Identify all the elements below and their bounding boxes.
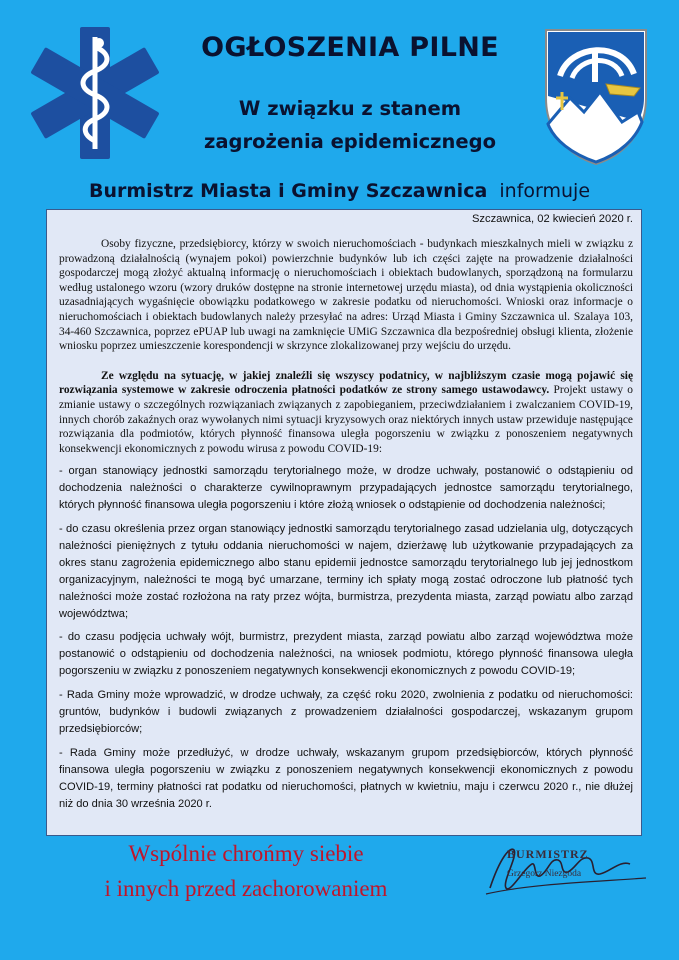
- szczawnica-coat-of-arms: [542, 26, 650, 168]
- list-item: - Rada Gminy może wprowadzić, w drodze uchwały, za część roku 2020, zwolnienia z podatku od nieruchomości: gruntów, budynków i budowli związanych z prowadzeniem działalności gospodarczej, wskazanym grupom przedsiębiorców;: [59, 689, 633, 735]
- paragraph-property-info: Osoby fizyczne, przedsiębiorcy, którzy w swoich nieruchomościach - budynkach mieszkalnych mieli w związku z prowadzoną działalnością (wynajem pokoi) powierzchnie budynków lub ich części zajęte na prowadzenie działalności gospodarczej mogą złożyć aktualną informację o nieruchomościach i obiektach budowlanych, sporządzoną na formularzu według ustalonego wzoru (wzory druków dostępne na stronie internetowej urzędu miasta), od dnia wystąpienia okoliczności uzasadniających wygaśnięcie obowiązku podatkowego w zakresie podatku od nieruchomości. Wnioski oraz informacje o nieruchomościach i obiektach budowlanych należy przesyłać na adres: Urząd Miasta i Gminy Szczawnica ul. Szalaya 103, 34-460 Szczawnica, poprzez ePUAP lub uwagi na zamknięcie UMiG Szczawnica dla bezpośredniej obsługi klienta, złożenie wniosku poprzez umieszczenie korespondencji w skrzynce zlokalizowanej przy wejściu do urzędu.: [59, 238, 633, 353]
- paragraph-tax-solutions: [59, 369, 633, 457]
- issuer-line: [0, 180, 679, 202]
- subtitle-line-2: zagrożenia epidemicznego: [204, 130, 496, 153]
- slogan-line-2: i innych przed zachorowaniem: [104, 876, 388, 901]
- signature-name: Grzegorz Niezgoda: [507, 869, 582, 879]
- signature-title: BURMISTRZ: [507, 847, 589, 861]
- list-item: - organ stanowiący jednostki samorządu terytorialnego może, w drodze uchwały, postanowić o odstąpieniu od dochodzenia należności o charakterze cywilnoprawnym przypadających jednostce samorządu terytorialnego, których płynność finansowa uległa pogorszeniu i które złożą wniosek o odstąpienie od dochodzenia należności;: [59, 465, 633, 512]
- list-item: - do czasu określenia przez organ stanowiący jednostki samorządu terytorialnego zasad udzielania ulg, dotyczących należności pieniężnych z tytułu oddania nieruchomości w najem, dzierżawę lub użytkowanie przypadających za okres stanu zagrożenia epidemicznego albo stanu epidemii jednostce samorządu terytorialnego lub jej jednostkom organizacyjnym, należności te mogą być umarzane, terminy ich spłaty mogą zostać odroczone lub płatność tych należności może zostać rozłożona na raty przez wójta, burmistrza, prezydenta miasta, zarząd powiatu albo zarząd województwa;: [59, 523, 633, 620]
- document-date: Szczawnica, 02 kwiecień 2020 r.: [471, 213, 633, 225]
- slogan-line-1: Wspólnie chrońmy siebie: [128, 841, 364, 866]
- subtitle-line-1: W związku z stanem: [238, 97, 462, 120]
- issuer-name: Burmistrz Miasta i Gminy Szczawnica: [88, 180, 488, 202]
- announcement-body: [46, 209, 642, 836]
- list-item: - do czasu podjęcia uchwały wójt, burmistrz, prezydent miasta, zarząd powiatu albo zarząd województwa może postanowić o odstąpieniu od dochodzenia należności, na wniosek podmiotu, którego płynność finansowa uległa pogorszeniu w związku z ponoszeniem negatywnych konsekwencji ekonomicznych z powodu COVID-19;: [59, 631, 633, 678]
- star-of-life-logo: [30, 24, 160, 162]
- announcement-subtitle: [160, 92, 540, 158]
- paragraph-tax-solutions-rest: Projekt ustawy o zmianie ustawy o szczególnych rozwiązaniach związanych z zapobieganiem, przeciwdziałaniem i zwalczaniem COVID-19, innych chorób zakaźnych oraz wywołanych nimi sytuacji kryzysowych oraz niektórych innych ustaw przewiduje następujące rozwiązania dla podmiotów, których płynność finansowa uległa pogorszeniu w związku z ponoszeniem negatywnych konsekwencji ekonomicznych z powodu wirusa z powodu COVID-19:: [59, 384, 633, 455]
- issuer-verb: informuje: [499, 180, 591, 202]
- footer-slogan: [56, 836, 436, 906]
- paragraph-tax-solutions-bold: Ze względu na sytuację, w jakiej znaleźli się wszyscy podatnicy, w najbliższym czasie mogą pojawić się rozwiązania systemowe w zakresie odroczenia płatności podatków ze strony samego ustawodawcy.: [59, 369, 633, 397]
- announcement-title: OGŁOSZENIA PILNE: [201, 32, 499, 63]
- list-item: - Rada Gminy może przedłużyć, w drodze uchwały, wskazanym grupom przedsiębiorców, których płynność finansowa uległa pogorszeniu w związku z ponoszeniem negatywnych konsekwencji ekonomicznych z powodu COVID-19, terminy płatności rat podatku od nieruchomości, płatnych w kwietniu, maju i czerwcu 2020 r., nie dłużej niż do dnia 30 września 2020 r.: [59, 746, 633, 810]
